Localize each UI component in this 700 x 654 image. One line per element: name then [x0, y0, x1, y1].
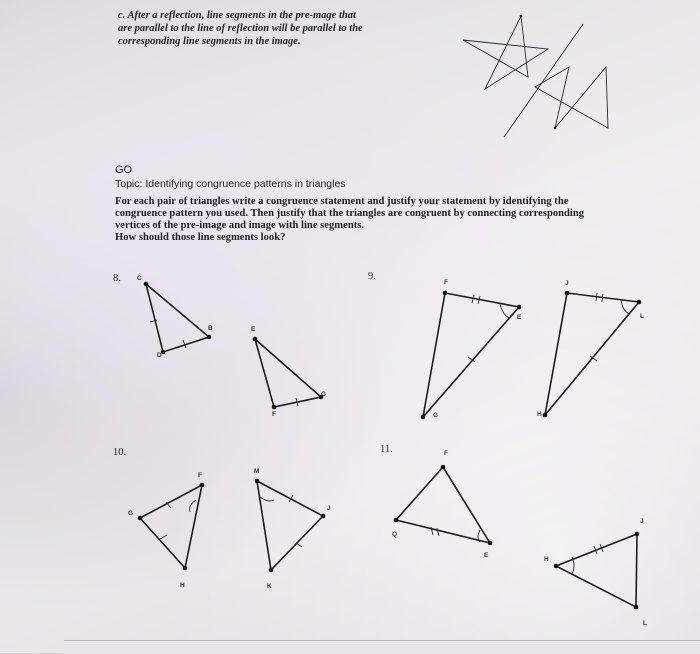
- vertex-label-j: J: [327, 505, 331, 512]
- answer-box-edge: [64, 640, 700, 654]
- vertex-label-h: H: [544, 556, 549, 563]
- vertex-label-e: E: [484, 552, 489, 559]
- vertex-label-j: J: [565, 280, 569, 287]
- problem-11-triangle-a: [394, 465, 493, 546]
- problem-number-11: 11.: [380, 444, 393, 455]
- vertex-label-g: G: [128, 510, 134, 517]
- instruction-line-1: For each pair of triangles write a congruence statement and justify your statement by identifying the: [115, 196, 569, 207]
- problem-8-triangle-b: [253, 337, 327, 410]
- vertex-label-f: F: [198, 472, 202, 479]
- vertex-label-h: H: [180, 582, 185, 589]
- instruction-line-4: How should those line segments look?: [115, 232, 286, 243]
- topic-line: Topic: Identifying congruence patterns in triangles: [115, 178, 346, 190]
- vertex-label-f: F: [272, 411, 276, 418]
- problem-9-triangle-a: [421, 291, 522, 420]
- vertex-label-m: M: [254, 468, 260, 475]
- vertex-label-l: L: [643, 620, 647, 627]
- vertex-label-h: H: [537, 411, 542, 418]
- go-heading: GO: [115, 164, 133, 176]
- instruction-line-3: vertices of the pre-image and image with line segments.: [115, 220, 365, 231]
- vertex-label-g: G: [433, 412, 439, 419]
- vertex-label-f: F: [444, 279, 448, 286]
- reflection-star-figure: [463, 15, 608, 137]
- vertex-label-k: K: [267, 583, 272, 590]
- problem-number-10: 10.: [113, 447, 127, 458]
- problem-number-9: 9.: [368, 271, 376, 282]
- vertex-label-f: F: [444, 450, 448, 457]
- instruction-line-2: congruence pattern you used. Then justify that the triangles are congruent by connecting corresponding: [115, 208, 585, 219]
- vertex-label-e: E: [251, 326, 256, 333]
- part-c-line-1: c. After a reflection, line segments in the pre-mage that: [118, 10, 356, 21]
- vertex-label-l: L: [640, 313, 644, 320]
- vertex-label-j: J: [640, 518, 644, 525]
- problem-11-triangle-b: [554, 532, 640, 610]
- part-c-line-3: corresponding line segments in the image.: [118, 36, 301, 47]
- problem-10-triangle-b: [255, 479, 326, 573]
- problem-9-triangle-b: [543, 291, 642, 418]
- problem-8-triangle-a: [144, 282, 212, 355]
- vertex-label-q: Q: [392, 531, 398, 538]
- problem-number-8: 8.: [113, 273, 121, 284]
- vertex-label-b: B: [208, 325, 213, 332]
- vertex-label-g: G: [321, 391, 327, 398]
- problem-10-triangle-a: [138, 483, 205, 571]
- vertex-label-d: D: [157, 352, 162, 359]
- vertex-label-c: C: [137, 275, 142, 282]
- part-c-line-2: are parallel to the line of reflection will be parallel to the: [118, 23, 363, 34]
- vertex-label-e: E: [517, 314, 522, 321]
